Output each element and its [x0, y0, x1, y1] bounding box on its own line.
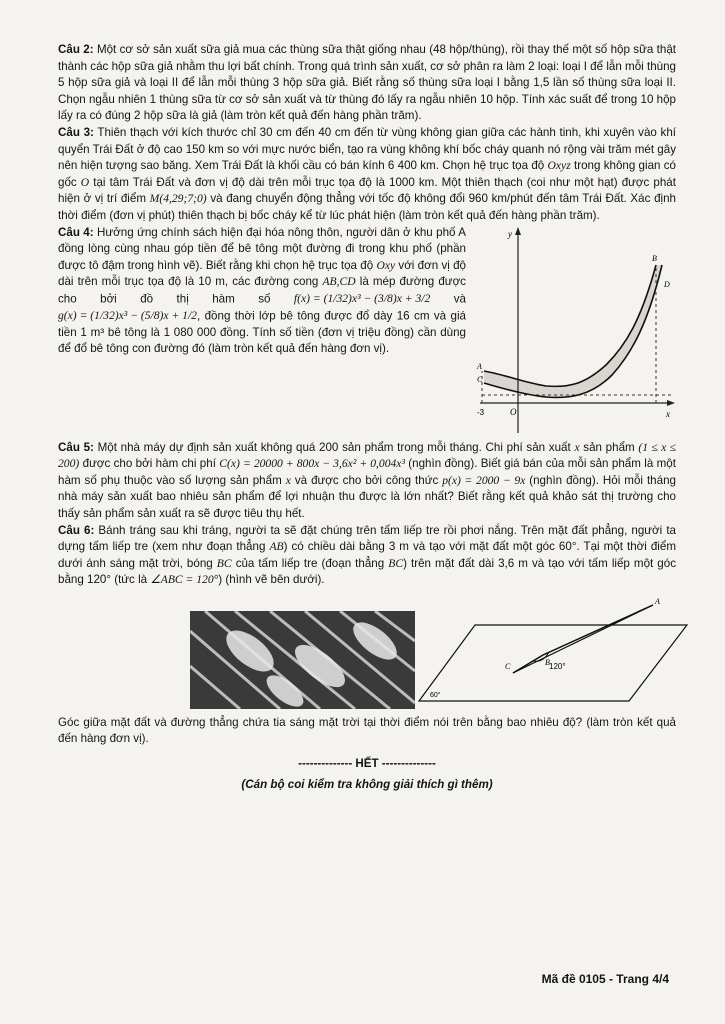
rice-paper-photo — [190, 611, 415, 709]
question-6-text-5: ) (hình vẽ bên dưới). — [218, 573, 325, 587]
question-6-figures — [58, 597, 676, 709]
question-4-text-3: là mép đường được cho bởi đồ thị hàm số — [58, 275, 466, 306]
question-5-text-5: và được cho bởi công thức — [294, 473, 439, 487]
question-3-text-2: trong không gian có gốc — [58, 159, 676, 189]
question-6 — [58, 523, 676, 589]
label-angle-60: 60° — [430, 691, 441, 699]
question-3 — [58, 125, 676, 225]
question-5-price: p(x) = 2000 − 9x — [442, 473, 526, 487]
question-4-axes: Oxy — [376, 258, 396, 272]
label-x: x — [666, 408, 670, 419]
question-4-label: Câu 4: — [58, 225, 94, 239]
question-4 — [58, 225, 676, 440]
curve-ab — [484, 265, 656, 386]
geo-label-a: A — [655, 596, 660, 606]
label-b: B — [652, 253, 657, 263]
question-4-curves: AB,CD — [322, 275, 356, 289]
question-4-text-2: với đơn vị độ dài trên mỗi trục tọa độ là 10 m, các đường cong — [58, 258, 466, 289]
question-5-text-1: Một nhà máy dự định sản xuất không quá 200 sản phẩm trong mỗi tháng. Chi phí sản xuất — [97, 440, 571, 454]
question-2-text: Một cơ sở sản xuất sữa giả mua các thùng sữa thật giống nhau (48 hộp/thùng), rồi thay thế một số hộp sữa thật thành các hộp sữa giả nhằm thu lợi bất chính. Trong quá trình sản xuất, cơ sở phân ra làm 2 loại: loại I để lẫn mỗi thùng 5 hộp sữa giả và loại II để lẫn mỗi thùng 3 hộp sữa giả. Biết rằng số thùng sữa loại I bằng 1,5 lần số thùng sữa loại II. Chọn ngẫu nhiên 1 thùng sữa từ cơ sở sản xuất và từ thùng đó lấy ra ngẫu nhiên 10 hộp. Tính xác suất để trong 10 hộp lấy ra có đúng 2 hộp sữa là giả (làm tròn kết quả đến hàng phần trăm). — [58, 43, 676, 123]
label-d: D — [664, 279, 670, 289]
end-marker: -------------- HẾT -------------- — [298, 757, 436, 771]
question-3-text-3: tại tâm Trái Đất và đơn vị độ dài trên mỗi trục tọa độ là 1000 km. Một thiên thạch (coi như một hạt) được phát hiện ở vị trí điểm — [58, 175, 676, 206]
question-6-text-3: của tấm liếp tre (đoạn thẳng — [235, 556, 385, 570]
question-2-label: Câu 2: — [58, 43, 94, 56]
page-footer: Mã đề 0105 - Trang 4/4 — [541, 972, 669, 986]
question-6-question: Góc giữa mặt đất và đường thẳng chứa tia sáng mặt trời tại thời điểm nói trên bằng bao nhiêu độ? (làm tròn kết quả đến hàng đơn vị). — [58, 715, 676, 746]
question-6-text-2: ) có chiều dài bằng 3 m và tạo với mặt đất một góc 60°. Tại một thời điểm dưới ánh sáng mặt trời, bóng — [58, 540, 676, 570]
label-origin: O — [510, 406, 517, 417]
question-3-label: Câu 3: — [58, 125, 94, 139]
question-6-seg-ab: AB — [269, 540, 284, 554]
question-4-text-1: Hưởng ứng chính sách hiện đại hóa nông thôn, người dân ở khu phố A đồng lòng cùng nhau góp tiền để bê tông một đường đi trong khu phố (phần được tô đậm trong hình vẽ). Biết rằng khi chọn hệ trục tọa độ — [58, 225, 466, 272]
geometry-figure — [415, 597, 690, 709]
y-axis-arrow — [515, 227, 521, 235]
question-4-text-4: , đồng thời lớp bê tông được đổ dày 16 cm và giá tiền 1 m³ bê tông là 1 080 000 đồng. Tính số tiền (đơn vị triệu đồng) cần dùng để đổ bê tông con đường đó (làm tròn kết quả đến hàng đơn vị). — [58, 309, 466, 356]
question-5-var: x — [574, 440, 580, 454]
question-5-text-6: (nghìn đồng). Hỏi mỗi tháng nhà máy sản xuất bao nhiêu sản phẩm để lợi nhuận thu được là lớn nhất? Biết rằng kết quả khảo sát thị trường cho thấy sản phẩm sản xuất ra sẽ được tiêu thụ hết. — [58, 473, 676, 520]
question-6-seg-bc: BC — [216, 556, 232, 570]
question-4-f-formula: f(x) = (1/32)x³ − (3/8)x + 3/2 — [293, 291, 431, 305]
label-neg3: -3 — [477, 407, 485, 417]
question-6-angle: ∠ABC = 120° — [150, 573, 219, 587]
question-3-text-1: Thiên thạch với kích thước chỉ 30 cm đến 40 cm đến từ vùng không gian giữa các hành tinh, khi xuyên vào khí quyển Trái Đất ở độ cao 150 km so với mực nước biển, tạo ra vùng không khí bốc cháy quanh nó rộng vài trăm mét gây nên hiện tượng sao băng. Xem Trái Đất là khối cầu có bán kính 6 400 km. Chọn hệ trục tọa độ — [58, 125, 676, 173]
question-6-seg-bc-2: BC — [388, 556, 404, 570]
geo-label-c: C — [505, 661, 511, 671]
question-3-point: M(4,29;7;0) — [149, 192, 207, 206]
question-2 — [58, 42, 676, 125]
question-3-text-4: và đang chuyển động thẳng với tốc độ không đổi 960 km/phút đến tâm Trái Đất. Xác định thời điểm (đơn vị phút) thiên thạch bị bốc cháy kể từ lúc phát hiện (làm tròn kết quả đến hàng phần trăm). — [58, 192, 676, 222]
question-5-text-2: sản phẩm — [583, 440, 635, 454]
label-c: C — [477, 374, 483, 384]
question-6-label: Câu 6: — [58, 523, 95, 537]
proctor-note: (Cán bộ coi kiểm tra không giải thích gì thêm) — [241, 777, 493, 791]
question-5-var-2: x — [285, 473, 291, 487]
label-angle-120: 120° — [549, 661, 566, 671]
question-5-label: Câu 5: — [58, 440, 94, 454]
question-5-text-4: (nghìn đồng). Biết giá bán của mỗi sản phẩm là một hàm số phụ thuộc vào số lượng sản phẩm — [58, 457, 676, 487]
rice-paper-photo-svg — [190, 611, 415, 709]
label-y: y — [508, 228, 512, 239]
question-5-text-3: được cho bởi hàm chi phí — [82, 457, 216, 471]
question-3-axes: Oxyz — [547, 159, 571, 173]
road-graph-svg — [476, 225, 676, 440]
road-graph-figure — [476, 225, 676, 440]
question-4-g-formula: g(x) = (1/32)x³ − (5/8)x + 1/2 — [58, 308, 197, 322]
geo-label-b: B — [545, 657, 550, 667]
question-5-cost: C(x) = 20000 + 800x − 3,6x² + 0,004x³ — [219, 457, 405, 471]
question-5 — [58, 440, 676, 523]
question-6-text-1: Bánh tráng sau khi tráng, người ta sẽ đặt chúng trên tấm liếp tre rồi phơi nắng. Trên mặt đất phẳng, người ta dựng tấm liếp tre (xem như đoạn thẳng — [58, 523, 676, 554]
exam-page — [58, 42, 676, 793]
question-4-and: và — [453, 292, 466, 306]
shadow-triangle — [513, 605, 653, 673]
geometry-figure-svg — [415, 597, 690, 709]
question-3-origin: O — [80, 175, 90, 189]
question-4-body — [58, 225, 466, 440]
label-a: A — [477, 361, 482, 371]
question-6-text-4: ) trên mặt đất dài 3,6 m và tạo với tấm liếp một góc bằng 120° (tức là — [58, 556, 677, 587]
x-axis-arrow — [667, 400, 675, 406]
question-5-range: (1 ≤ x ≤ 200) — [58, 440, 677, 471]
